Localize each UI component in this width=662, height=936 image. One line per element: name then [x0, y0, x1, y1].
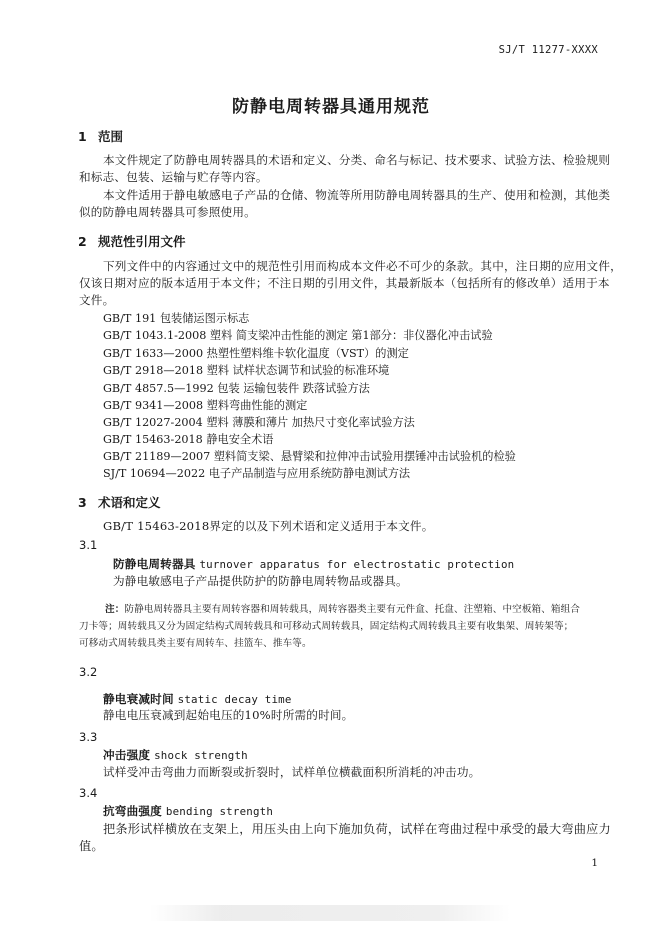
reference-item: GB/T 4857.5—1992 包装 运输包装件 跌落试验方法	[103, 382, 370, 395]
section-1-paragraph-1-line-2: 和标志、包装、运输与贮存等内容。	[79, 170, 268, 184]
term-note-line-1	[105, 601, 580, 615]
reference-item: GB/T 21189—2007 塑料简支梁、悬臂梁和拉伸冲击试验用摆锤冲击试验机的检验	[103, 450, 516, 463]
clause-number: 3.1	[79, 538, 98, 552]
term-heading	[103, 691, 292, 707]
document-title: 防静电周转器具通用规范	[232, 97, 430, 117]
reference-item: GB/T 15463-2018 静电安全术语	[103, 433, 274, 446]
term-definition: 静电电压衰减到起始电压的10%时所需的时间。	[103, 708, 354, 722]
term-english: turnover apparatus for electrostatic protection	[199, 558, 515, 571]
term-note-line-2: 刀卡等；周转载具又分为固定结构式周转载具和可移动式周转载具，固定结构式周转载具主要有收集架、周转架等；	[79, 621, 574, 632]
term-definition-line-1: 把条形试样横放在支架上，用压头由上向下施加负荷，试样在弯曲过程中承受的最大弯曲应力	[103, 822, 611, 836]
term-heading	[103, 747, 248, 763]
section-title: 范围	[98, 129, 124, 144]
page-number: 1	[591, 857, 598, 869]
reference-item: GB/T 191 包装储运图示标志	[103, 312, 250, 325]
scan-shadow	[150, 905, 510, 921]
term-english: shock strength	[154, 749, 248, 762]
term-chinese: 静电衰减时间	[103, 692, 174, 706]
section-2-intro-line-3: 文件。	[79, 293, 115, 307]
reference-item: GB/T 1633—2000 热塑性塑料维卡软化温度（VST）的测定	[103, 347, 409, 360]
term-chinese: 防静电周转器具	[113, 557, 196, 571]
reference-item: SJ/T 10694—2022 电子产品制造与应用系统防静电测试方法	[103, 467, 411, 480]
section-3-intro: GB/T 15463-2018界定的以及下列术语和定义适用于本文件。	[103, 519, 434, 533]
term-note-line-3: 可移动式周转载具类主要有周转车、挂篮车、推车等。	[79, 638, 312, 649]
note-label: 注：	[105, 604, 125, 615]
section-2-intro-line-1: 下列文件中的内容通过文中的规范性引用而构成本文件必不可少的条款。其中，注日期的应用文件，	[103, 259, 622, 273]
section-1-heading	[78, 127, 123, 145]
clause-number: 3.2	[79, 665, 98, 679]
term-heading	[103, 803, 273, 819]
section-number: 2	[78, 234, 87, 249]
clause-number: 3.3	[79, 730, 98, 744]
term-definition: 为静电敏感电子产品提供防护的防静电周转物品或器具。	[113, 574, 408, 588]
term-heading	[113, 556, 514, 572]
section-2-intro-line-2: 仅该日期对应的版本适用于本文件；不注日期的引用文件，其最新版本（包括所有的修改单）适用于本	[79, 276, 610, 290]
term-chinese: 抗弯曲强度	[103, 804, 162, 818]
term-definition: 试样受冲击弯曲力而断裂或折裂时，试样单位横截面积所消耗的冲击功。	[103, 765, 481, 779]
reference-item: GB/T 12027-2004 塑料 薄膜和薄片 加热尺寸变化率试验方法	[103, 416, 415, 429]
term-english: bending strength	[165, 805, 274, 818]
section-title: 术语和定义	[98, 495, 161, 510]
reference-item: GB/T 1043.1-2008 塑料 简支梁冲击性能的测定 第1部分：非仪器化冲击试验	[103, 329, 493, 342]
reference-item: GB/T 9341—2008 塑料弯曲性能的测定	[103, 399, 308, 412]
document-code: SJ/T 11277-XXXX	[498, 44, 598, 56]
section-number: 1	[78, 129, 87, 144]
section-1-paragraph-1-line-1: 本文件规定了防静电周转器具的术语和定义、分类、命名与标记、技术要求、试验方法、检验规则	[103, 153, 611, 167]
note-text: 防静电周转器具主要有周转容器和周转载具，周转容器类主要有元件盒、托盘、注塑箱、中空板箱、箱组合	[124, 604, 580, 615]
section-number: 3	[78, 495, 87, 510]
section-3-heading	[78, 493, 161, 511]
section-1-paragraph-2-line-2: 似的防静电周转器具可参照使用。	[79, 205, 256, 219]
term-chinese: 冲击强度	[103, 748, 151, 762]
section-2-heading	[78, 232, 186, 250]
reference-item: GB/T 2918—2018 塑料 试样状态调节和试验的标准环境	[103, 364, 390, 377]
term-definition-line-2: 值。	[79, 839, 104, 853]
term-english: static decay time	[177, 693, 292, 706]
section-1-paragraph-2-line-1: 本文件适用于静电敏感电子产品的仓储、物流等所用防静电周转器具的生产、使用和检测，其他类	[103, 188, 611, 202]
section-title: 规范性引用文件	[98, 234, 186, 249]
clause-number: 3.4	[79, 786, 98, 800]
